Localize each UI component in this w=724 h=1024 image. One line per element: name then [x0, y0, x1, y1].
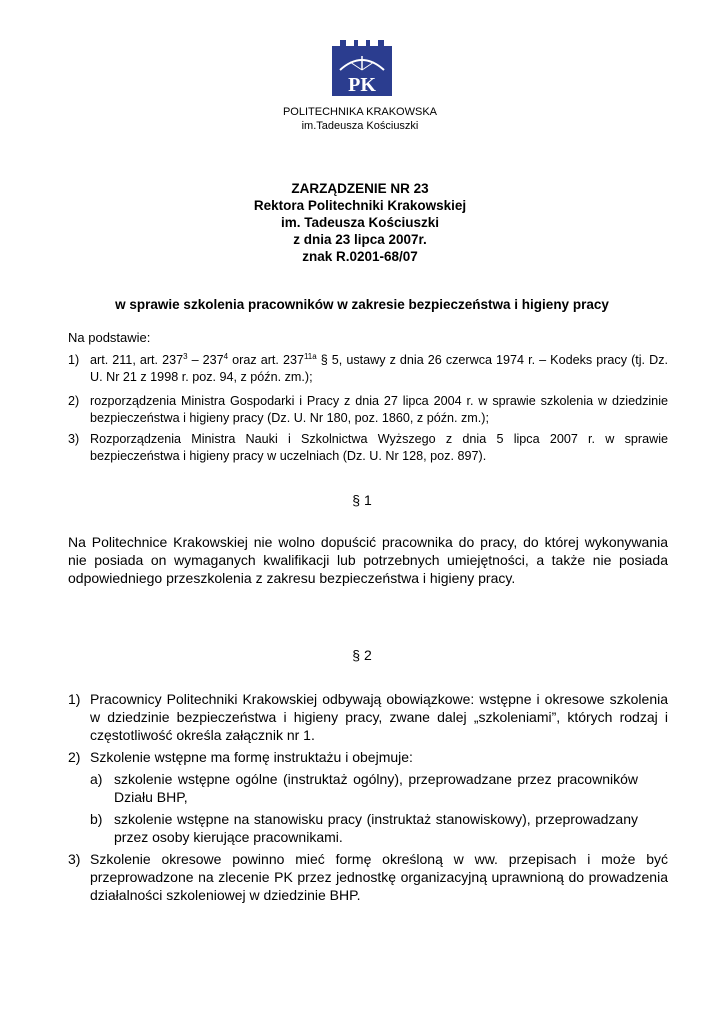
basis-item-text: rozporządzenia Ministra Gospodarki i Pracy z dnia 27 lipca 2004 r. w sprawie szkolenia w dziedzinie bezpieczeństwa i higieny pracy (Dz. U. Nr 180, poz. 1860, z późn. zm.);: [90, 394, 668, 425]
title-line-5: znak R.0201-68/07: [302, 249, 418, 264]
title-line-1: ZARZĄDZENIE NR 23: [291, 181, 429, 196]
subitem-letter: b): [90, 811, 103, 827]
title-line-4: z dnia 23 lipca 2007r.: [293, 232, 427, 247]
section-2-item: [68, 748, 668, 766]
basis-item-number: 2): [68, 394, 80, 408]
basis-item-number: 1): [68, 353, 80, 367]
basis-item: [68, 431, 668, 465]
basis-item-text: Rozporządzenia Ministra Nauki i Szkolnictwa Wyższego z dnia 5 lipca 2007 r. w sprawie bezpieczeństwa i higieny pracy w uczelniach (Dz. U. Nr 128, poz. 897).: [90, 432, 668, 463]
basis-item: [68, 352, 668, 386]
item-number: 1): [68, 691, 81, 707]
title-line-2: Rektora Politechniki Krakowskiej: [253, 198, 467, 213]
section-2-sign: § 2: [352, 647, 372, 663]
section-1-text: Na Politechnice Krakowskiej nie wolno dopuścić pracownika do pracy, do której wykonywania nie posiada on wymaganych kwalifikacji lub potrzebnych umiejętności, a także nie posiada odpowiedniego przeszkolenia z zakresu bezpieczeństwa i higieny pracy.: [68, 534, 668, 586]
section-2-subitem: [90, 810, 638, 846]
document-subject: w sprawie szkolenia pracowników w zakresie bezpieczeństwa i higieny pracy: [115, 297, 609, 312]
basis-item: [68, 393, 668, 427]
document-title: [120, 180, 600, 265]
institution-name: POLITECHNIKA KRAKOWSKA: [282, 106, 438, 118]
subitem-text: szkolenie wstępne na stanowisku pracy (instruktaż stanowiskowy), przeprowadzany przez osoby kierujące pracownikami.: [114, 811, 638, 845]
section-2-item: [68, 850, 668, 904]
basis-heading: Na podstawie:: [68, 330, 151, 345]
subitem-letter: a): [90, 771, 103, 787]
section-1-sign: § 1: [352, 492, 372, 508]
subitem-text: szkolenie wstępne ogólne (instruktaż ogólny), przeprowadzane przez pracowników Działu BHP,: [114, 771, 638, 805]
item-number: 2): [68, 749, 81, 765]
institution-patron: im.Tadeusza Kościuszki: [301, 120, 419, 132]
logo-text: PK: [348, 74, 376, 96]
section-2-subitem: [90, 770, 638, 806]
title-line-3: im. Tadeusza Kościuszki: [280, 215, 440, 230]
item-text: Pracownicy Politechniki Krakowskiej odbywają obowiązkowe: wstępne i okresowe szkolenia w dziedzinie bezpieczeństwa i higieny pracy, zwane dalej „szkoleniami”, których rodzaj i częstotliwość określa załącznik nr 1.: [90, 691, 668, 743]
item-number: 3): [68, 851, 81, 867]
item-text: Szkolenie okresowe powinno mieć formę określoną w ww. przepisach i może być przeprowadzone na zlecenie PK przez jednostkę organizacyjną uprawnioną do prowadzenia działalności szkoleniowej w dziedzinie BHP.: [90, 851, 668, 903]
basis-item-text: art. 211, art. $237^3 - 237^4$ oraz art. $237^{11a}$ § 5, ustawy z dnia 26 czerwca 1974 r. – Kodeks pracy (tj. Dz. U. Nr 21 z 1998 r. poz. 94, z późn. zm.);: [90, 352, 668, 384]
item-text: Szkolenie wstępne ma formę instruktażu i obejmuje:: [90, 749, 413, 765]
section-2-item: [68, 690, 668, 744]
basis-item-number: 3): [68, 432, 80, 446]
university-logo: [332, 40, 392, 96]
